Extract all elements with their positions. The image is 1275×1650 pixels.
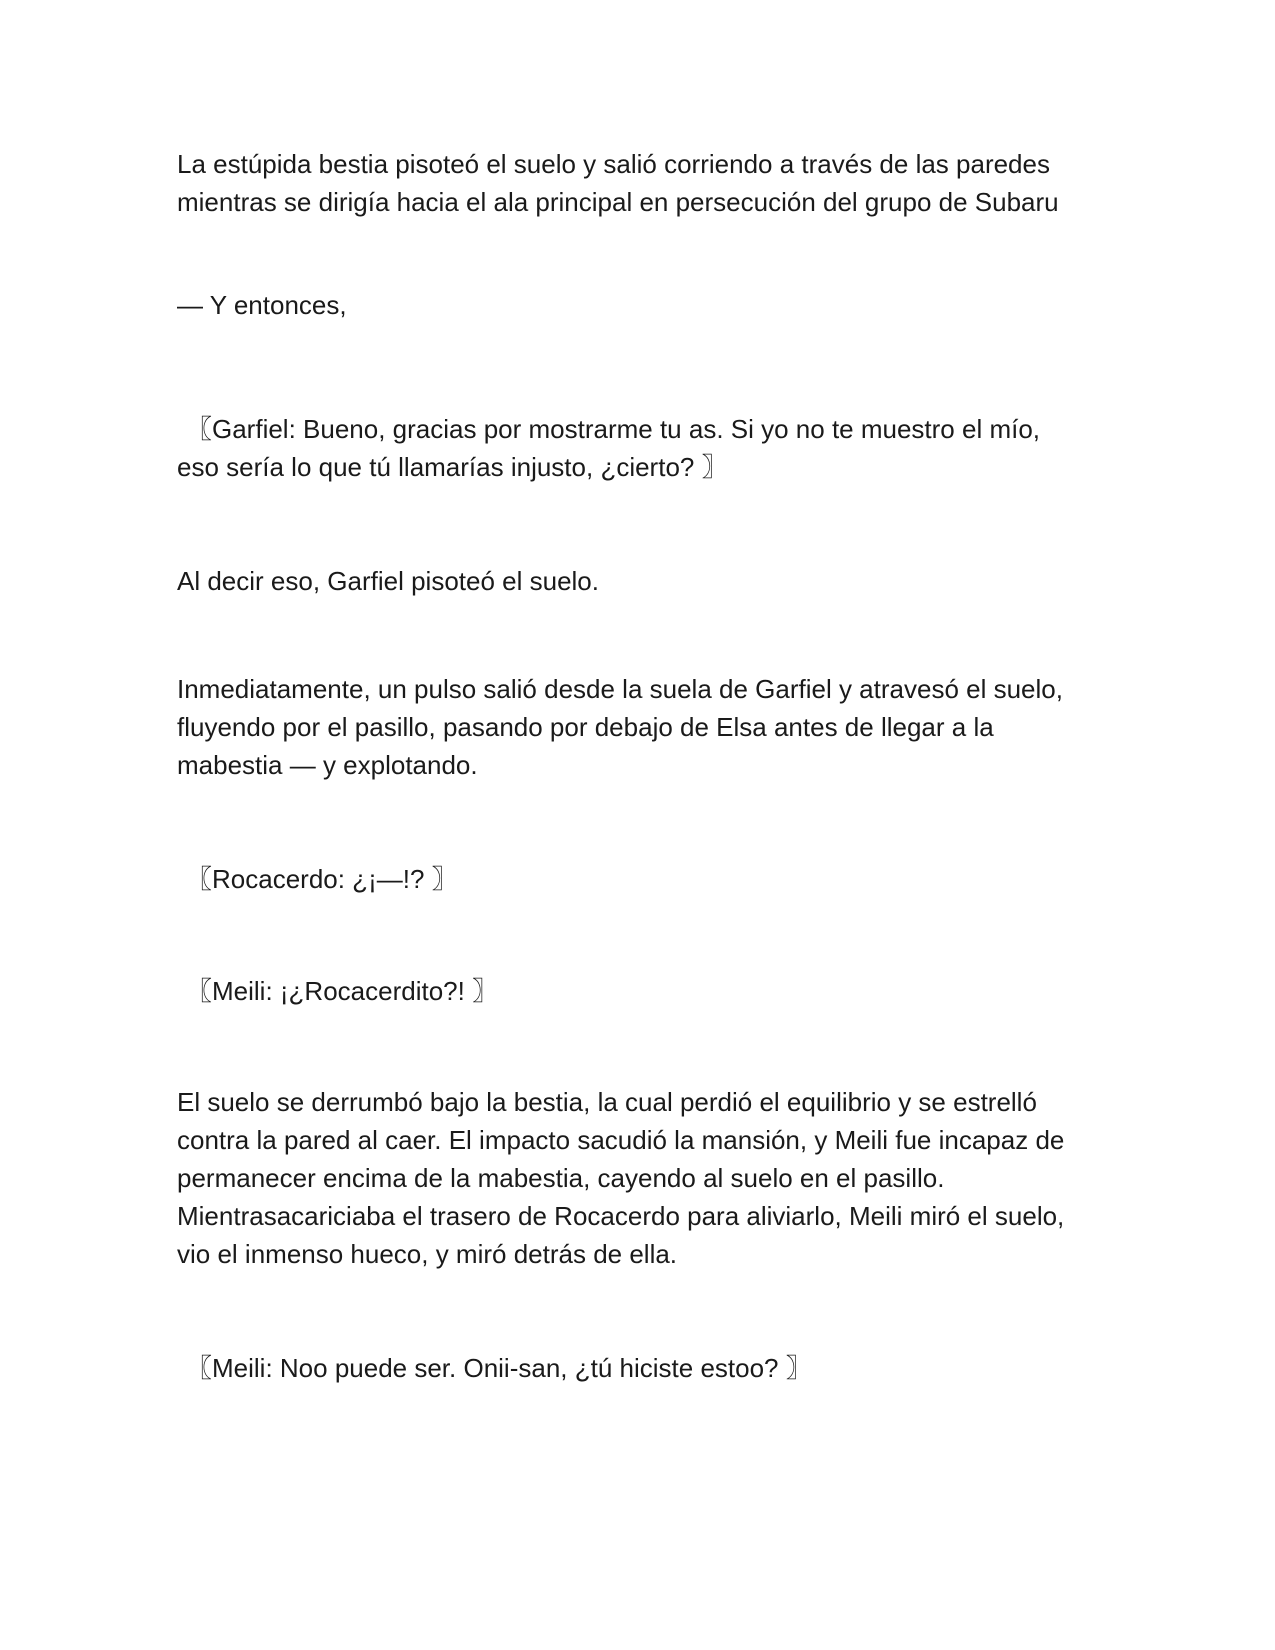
text-line: eso sería lo que tú llamarías injusto, ¿cierto? 〗 — [177, 452, 728, 482]
paragraph-and-then — [177, 286, 1107, 324]
paragraph-floor-collapse — [177, 1083, 1107, 1273]
text-line: El suelo se derrumbó bajo la bestia, la cual perdió el equilibrio y se estrelló — [177, 1087, 1037, 1117]
text-line: La estúpida bestia pisoteó el suelo y salió corriendo a través de las paredes — [177, 149, 1050, 179]
text-line: permanecer encima de la mabestia, cayendo al suelo en el pasillo. — [177, 1163, 945, 1193]
text-line: Al decir eso, Garfiel pisoteó el suelo. — [177, 566, 599, 596]
text-line: 〖Meili: ¡¿Rocacerdito?! 〗 — [186, 976, 499, 1006]
text-line: Inmediatamente, un pulso salió desde la suela de Garfiel y atravesó el suelo, — [177, 674, 1063, 704]
text-line: fluyendo por el pasillo, pasando por debajo de Elsa antes de llegar a la — [177, 712, 994, 742]
paragraph-garfiel-stomps — [177, 562, 1107, 600]
text-line: vio el inmenso hueco, y miró detrás de ella. — [177, 1239, 678, 1269]
dialogue-meili-1 — [186, 972, 1116, 1010]
text-line: 〖Meili: Noo puede ser. Onii-san, ¿tú hiciste estoo? 〗 — [186, 1353, 812, 1383]
text-line: — Y entonces, — [177, 290, 347, 320]
dialogue-meili-2 — [186, 1349, 1116, 1387]
text-line: Mientrasacariciaba el trasero de Rocacerdo para aliviarlo, Meili miró el suelo, — [177, 1201, 1065, 1231]
paragraph-beast-charges — [177, 145, 1107, 221]
dialogue-garfiel — [177, 410, 1116, 486]
text-line: mabestia — y explotando. — [177, 750, 478, 780]
text-line: contra la pared al caer. El impacto sacudió la mansión, y Meili fue incapaz de — [177, 1125, 1065, 1155]
text-line: mientras se dirigía hacia el ala principal en persecución del grupo de Subaru — [177, 187, 1059, 217]
paragraph-pulse — [177, 670, 1107, 784]
dialogue-rocacerdo — [186, 860, 1116, 898]
text-line: 〖Rocacerdo: ¿¡—!? 〗 — [186, 864, 458, 894]
text-line: 〖Garfiel: Bueno, gracias por mostrarme tu as. Si yo no te muestro el mío, — [186, 414, 1041, 444]
